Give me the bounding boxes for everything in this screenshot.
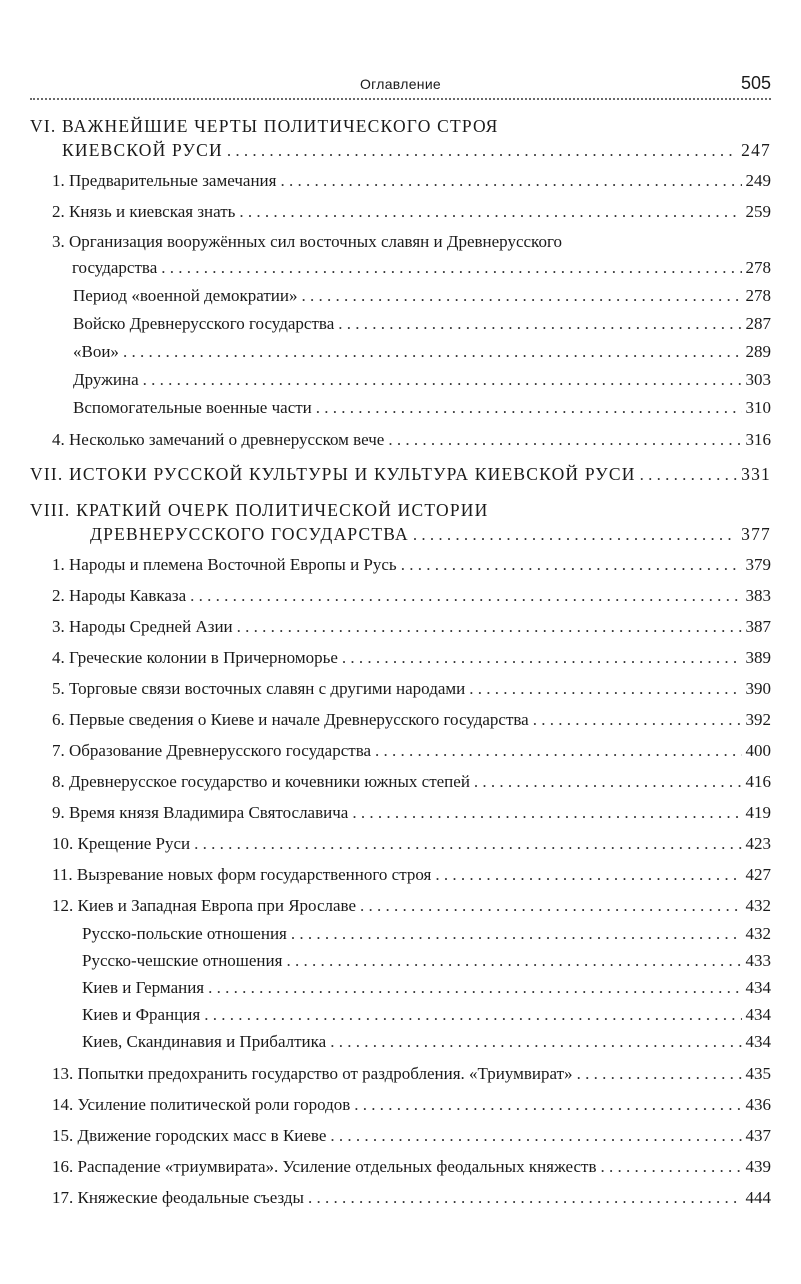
toc-entry-title: 1. Предварительные замечания bbox=[52, 171, 277, 190]
table-of-contents bbox=[30, 114, 771, 1212]
leader-dots bbox=[190, 582, 741, 610]
leader-dots bbox=[640, 463, 738, 487]
leader-dots bbox=[308, 1184, 742, 1212]
toc-entry-page: 427 bbox=[745, 865, 771, 884]
toc-entry-page: 439 bbox=[745, 1157, 771, 1176]
toc-entry[interactable] bbox=[30, 974, 771, 1001]
toc-chapter-title: ДРЕВНЕРУССКОГО ГОСУДАРСТВА bbox=[90, 524, 409, 544]
toc-entry-page: 259 bbox=[745, 202, 771, 221]
toc-entry-title: 2. Князь и киевская знать bbox=[52, 202, 236, 221]
toc-entry-title: 11. Вызревание новых форм государственного строя bbox=[52, 865, 432, 884]
toc-entry-page: 437 bbox=[745, 1126, 771, 1145]
leader-dots bbox=[291, 920, 742, 947]
toc-entry-page: 434 bbox=[745, 1005, 771, 1024]
toc-entry-title: 10. Крещение Руси bbox=[52, 834, 191, 853]
leader-dots bbox=[161, 254, 741, 282]
leader-dots bbox=[360, 892, 741, 920]
toc-chapter[interactable] bbox=[30, 522, 771, 546]
toc-entry[interactable] bbox=[30, 799, 771, 827]
toc-entry[interactable] bbox=[30, 706, 771, 734]
leader-dots bbox=[301, 282, 741, 310]
toc-entry[interactable] bbox=[30, 768, 771, 796]
toc-entry[interactable] bbox=[30, 1153, 771, 1181]
toc-chapter-title: VIII. КРАТКИЙ ОЧЕРК ПОЛИТИЧЕСКОЙ ИСТОРИИ bbox=[30, 500, 489, 520]
toc-entry[interactable] bbox=[30, 1001, 771, 1028]
toc-entry-page: 377 bbox=[741, 524, 771, 544]
toc-entry[interactable] bbox=[30, 1028, 771, 1055]
toc-chapter-title: VII. ИСТОКИ РУССКОЙ КУЛЬТУРЫ И КУЛЬТУРА КИЕВСКОЙ РУСИ bbox=[30, 464, 636, 484]
toc-entry-page: 303 bbox=[745, 370, 771, 389]
toc-entry-title: Киев, Скандинавия и Прибалтика bbox=[82, 1032, 327, 1051]
toc-entry-page: 432 bbox=[745, 896, 771, 915]
toc-chapter-title: VI. ВАЖНЕЙШИЕ ЧЕРТЫ ПОЛИТИЧЕСКОГО СТРОЯ bbox=[30, 116, 499, 136]
toc-chapter[interactable] bbox=[30, 462, 771, 486]
toc-entry[interactable] bbox=[30, 310, 771, 338]
leader-dots bbox=[239, 198, 741, 226]
toc-entry-page: 435 bbox=[745, 1064, 771, 1083]
toc-entry-page: 400 bbox=[745, 741, 771, 760]
toc-entry[interactable] bbox=[30, 254, 771, 282]
toc-entry[interactable] bbox=[30, 138, 771, 162]
toc-entry[interactable] bbox=[30, 366, 771, 394]
toc-entry[interactable] bbox=[30, 282, 771, 310]
toc-entry-page: 249 bbox=[745, 171, 771, 190]
page-number: 505 bbox=[740, 73, 771, 93]
toc-entry-title: 2. Народы Кавказа bbox=[52, 586, 187, 605]
toc-entry-page: 331 bbox=[741, 464, 771, 484]
toc-entry-page: 247 bbox=[741, 140, 771, 160]
leader-dots bbox=[600, 1153, 741, 1181]
leader-dots bbox=[533, 706, 742, 734]
toc-entry-title: 15. Движение городских масс в Киеве bbox=[52, 1126, 327, 1145]
leader-dots bbox=[577, 1060, 742, 1088]
toc-entry-page: 387 bbox=[745, 617, 771, 636]
toc-entry-page: 278 bbox=[745, 286, 771, 305]
toc-entry-page: 444 bbox=[745, 1188, 771, 1207]
toc-entry-title: 16. Распадение «триумвирата». Усиление отдельных феодальных княжеств bbox=[52, 1157, 597, 1176]
toc-entry-page: 278 bbox=[745, 258, 771, 277]
toc-entry-title: 4. Несколько замечаний о древнерусском вече bbox=[52, 430, 385, 449]
toc-entry[interactable] bbox=[30, 644, 771, 672]
leader-dots bbox=[435, 861, 741, 889]
toc-entry-page: 390 bbox=[745, 679, 771, 698]
toc-entry-title: Киев и Франция bbox=[82, 1005, 201, 1024]
leader-dots bbox=[338, 310, 741, 338]
toc-entry[interactable] bbox=[30, 737, 771, 765]
toc-entry-page: 434 bbox=[745, 1032, 771, 1051]
leader-dots bbox=[286, 947, 741, 974]
toc-entry-title: 6. Первые сведения о Киеве и начале Древнерусского государства bbox=[52, 710, 529, 729]
leader-dots bbox=[354, 1091, 741, 1119]
toc-entry[interactable] bbox=[30, 582, 771, 610]
toc-entry-page: 287 bbox=[745, 314, 771, 333]
leader-dots bbox=[330, 1028, 741, 1055]
toc-entry-page: 392 bbox=[745, 710, 771, 729]
running-header bbox=[30, 73, 771, 100]
toc-entry-page: 389 bbox=[745, 648, 771, 667]
toc-entry[interactable] bbox=[30, 613, 771, 641]
toc-entry-page: 379 bbox=[745, 555, 771, 574]
leader-dots bbox=[474, 768, 742, 796]
toc-entry-title: 4. Греческие колонии в Причерноморье bbox=[52, 648, 338, 667]
toc-entry-page: 432 bbox=[745, 924, 771, 943]
leader-dots bbox=[123, 338, 742, 366]
toc-entry[interactable] bbox=[30, 198, 771, 226]
toc-entry[interactable] bbox=[30, 830, 771, 858]
toc-entry-page: 436 bbox=[745, 1095, 771, 1114]
toc-entry-page: 419 bbox=[745, 803, 771, 822]
leader-dots bbox=[375, 737, 741, 765]
toc-entry[interactable] bbox=[30, 426, 771, 454]
toc-entry[interactable] bbox=[30, 947, 771, 974]
toc-entry-title: Киев и Германия bbox=[82, 978, 205, 997]
toc-entry-title: Войско Древнерусского государства bbox=[73, 314, 335, 333]
toc-entry-page: 433 bbox=[745, 951, 771, 970]
toc-entry[interactable] bbox=[30, 1060, 771, 1088]
toc-entry[interactable] bbox=[30, 167, 771, 195]
leader-dots bbox=[280, 167, 741, 195]
toc-entry-title: 17. Княжеские феодальные съезды bbox=[52, 1188, 304, 1207]
toc-entry[interactable] bbox=[30, 892, 771, 920]
toc-entry[interactable] bbox=[30, 920, 771, 947]
toc-entry-title: 9. Время князя Владимира Святославича bbox=[52, 803, 349, 822]
toc-entry-title: «Вои» bbox=[73, 342, 119, 361]
leader-dots bbox=[227, 139, 737, 163]
leader-dots bbox=[208, 974, 741, 1001]
toc-entry-page: 416 bbox=[745, 772, 771, 791]
toc-entry[interactable] bbox=[30, 551, 771, 579]
leader-dots bbox=[237, 613, 742, 641]
toc-entry[interactable] bbox=[30, 1122, 771, 1150]
toc-entry-title: 13. Попытки предохранить государство от раздробления. «Триумвират» bbox=[52, 1064, 573, 1083]
toc-entry-page: 310 bbox=[745, 398, 771, 417]
toc-entry-title: 8. Древнерусское государство и кочевники южных степей bbox=[52, 772, 470, 791]
leader-dots bbox=[388, 426, 741, 454]
leader-dots bbox=[352, 799, 741, 827]
leader-dots bbox=[469, 675, 741, 703]
toc-entry-title: Дружина bbox=[73, 370, 139, 389]
toc-entry-title: КИЕВСКОЙ РУСИ bbox=[62, 140, 223, 160]
toc-entry-title: государства bbox=[72, 258, 158, 277]
toc-entry[interactable] bbox=[30, 1184, 771, 1212]
leader-dots bbox=[143, 366, 742, 394]
leader-dots bbox=[401, 551, 742, 579]
toc-entry-page: 434 bbox=[745, 978, 771, 997]
leader-dots bbox=[342, 644, 742, 672]
leader-dots bbox=[194, 830, 741, 858]
leader-dots bbox=[204, 1001, 741, 1028]
toc-entry-title: Русско-польские отношения bbox=[82, 924, 287, 943]
toc-entry[interactable] bbox=[30, 338, 771, 366]
toc-entry-title: 5. Торговые связи восточных славян с другими народами bbox=[52, 679, 466, 698]
toc-entry-title: 3. Народы Средней Азии bbox=[52, 617, 233, 636]
toc-entry-title: Вспомогательные военные части bbox=[73, 398, 312, 417]
leader-dots bbox=[330, 1122, 741, 1150]
toc-entry[interactable] bbox=[30, 675, 771, 703]
leader-dots bbox=[413, 523, 737, 547]
leader-dots bbox=[316, 394, 742, 422]
toc-entry-page: 383 bbox=[745, 586, 771, 605]
toc-entry-page: 316 bbox=[745, 430, 771, 449]
toc-entry-title: Период «военной демократии» bbox=[73, 286, 298, 305]
toc-entry-page: 289 bbox=[745, 342, 771, 361]
header-title: Оглавление bbox=[359, 76, 442, 92]
toc-entry[interactable] bbox=[30, 861, 771, 889]
toc-entry-title: Русско-чешские отношения bbox=[82, 951, 283, 970]
toc-entry-page: 423 bbox=[745, 834, 771, 853]
toc-entry[interactable] bbox=[30, 1091, 771, 1119]
toc-entry-title: 1. Народы и племена Восточной Европы и Русь bbox=[52, 555, 397, 574]
toc-entry-title: 14. Усиление политической роли городов bbox=[52, 1095, 351, 1114]
toc-entry-title-line1: 3. Организация вооружённых сил восточных славян и Древнерусского bbox=[52, 232, 562, 251]
toc-entry-title: 7. Образование Древнерусского государства bbox=[52, 741, 372, 760]
toc-entry[interactable] bbox=[30, 394, 771, 422]
toc-entry-title: 12. Киев и Западная Европа при Ярославе bbox=[52, 896, 357, 915]
